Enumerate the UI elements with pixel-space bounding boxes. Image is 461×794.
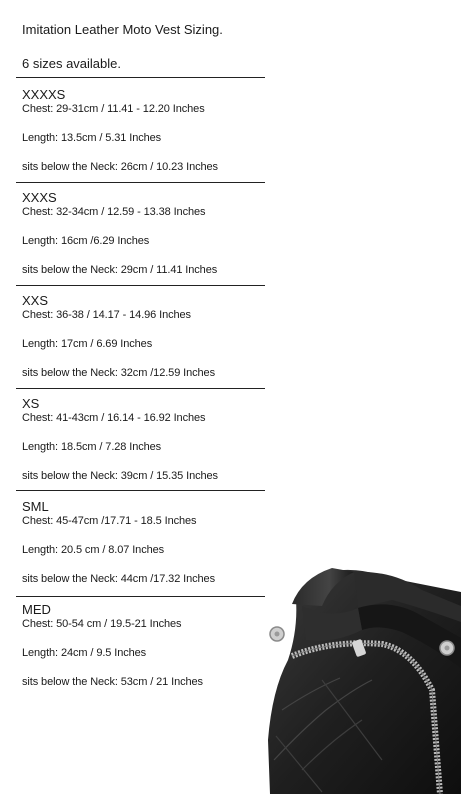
neck-measurement: sits below the Neck: 29cm / 11.41 Inches [22,264,218,276]
divider [16,182,265,183]
size-block-xxs [22,294,282,380]
size-name: MED [22,602,51,617]
size-name: XXXS [22,190,57,205]
size-name: XS [22,396,40,411]
length-measurement: Length: 13.5cm / 5.31 Inches [22,132,162,144]
length-measurement: Length: 24cm / 9.5 Inches [22,647,147,659]
size-block-xxxs [22,191,282,277]
divider [16,596,265,597]
size-block-xs [22,397,282,483]
length-measurement: Length: 16cm /6.29 Inches [22,235,150,247]
length-measurement: Length: 18.5cm / 7.28 Inches [22,441,162,453]
neck-measurement: sits below the Neck: 39cm / 15.35 Inches [22,470,218,482]
size-block-sml [22,500,282,586]
neck-measurement: sits below the Neck: 26cm / 10.23 Inches [22,161,218,173]
length-measurement: Length: 17cm / 6.69 Inches [22,338,153,350]
chest-measurement: Chest: 41-43cm / 16.14 - 16.92 Inches [22,412,206,424]
size-block-med [22,603,282,689]
neck-measurement: sits below the Neck: 32cm /12.59 Inches [22,367,215,379]
divider [16,388,265,389]
leather-vest-photo [262,560,461,794]
chest-measurement: Chest: 50-54 cm / 19.5-21 Inches [22,618,182,630]
chest-measurement: Chest: 32-34cm / 12.59 - 13.38 Inches [22,206,206,218]
neck-measurement: sits below the Neck: 53cm / 21 Inches [22,676,203,688]
divider [16,77,265,78]
page-title: Imitation Leather Moto Vest Sizing. [22,22,223,37]
divider [16,285,265,286]
chest-measurement: Chest: 29-31cm / 11.41 - 12.20 Inches [22,103,205,115]
size-name: SML [22,499,49,514]
chest-measurement: Chest: 36-38 / 14.17 - 14.96 Inches [22,309,191,321]
divider [16,490,265,491]
size-block-xxxxs [22,88,282,174]
neck-measurement: sits below the Neck: 44cm /17.32 Inches [22,573,215,585]
size-name: XXXXS [22,87,66,102]
size-name: XXS [22,293,49,308]
sizes-count: 6 sizes available. [22,56,121,71]
length-measurement: Length: 20.5 cm / 8.07 Inches [22,544,165,556]
chest-measurement: Chest: 45-47cm /17.71 - 18.5 Inches [22,515,197,527]
